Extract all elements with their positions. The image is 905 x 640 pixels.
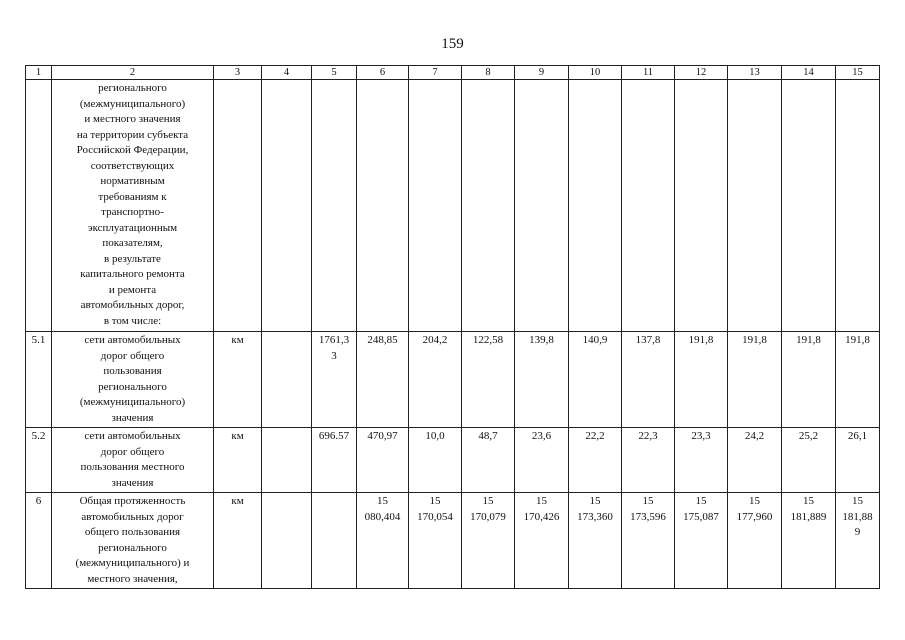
value-cell-9	[515, 80, 569, 332]
header-cell-10: 10	[569, 66, 622, 80]
indicator-name-cell: сети автомобильных дорог общего пользования регионального (межмуниципального) значения	[52, 332, 214, 428]
value-cell-13	[728, 80, 782, 332]
column-4-cell	[262, 80, 312, 332]
header-cell-15: 15	[836, 66, 880, 80]
value-cell-8	[462, 80, 515, 332]
value-cell-15: 15 181,88 9	[836, 493, 880, 589]
header-cell-9: 9	[515, 66, 569, 80]
header-cell-4: 4	[262, 66, 312, 80]
value-cell-6	[357, 80, 409, 332]
row-number-cell: 5.1	[26, 332, 52, 428]
indicator-name-cell: сети автомобильных дорог общего пользования местного значения	[52, 428, 214, 493]
header-row	[26, 66, 880, 80]
value-cell-11	[622, 80, 675, 332]
unit-cell: км	[214, 493, 262, 589]
unit-cell	[214, 80, 262, 332]
header-cell-8: 8	[462, 66, 515, 80]
value-cell-12: 191,8	[675, 332, 728, 428]
value-cell-9: 139,8	[515, 332, 569, 428]
value-cell-13: 191,8	[728, 332, 782, 428]
value-cell-14: 25,2	[782, 428, 836, 493]
value-cell-8: 122,58	[462, 332, 515, 428]
header-cell-13: 13	[728, 66, 782, 80]
header-cell-5: 5	[312, 66, 357, 80]
value-cell-6: 15 080,404	[357, 493, 409, 589]
value-cell-9: 23,6	[515, 428, 569, 493]
value-cell-11: 22,3	[622, 428, 675, 493]
value-cell-10: 140,9	[569, 332, 622, 428]
header-cell-11: 11	[622, 66, 675, 80]
value-cell-7: 15 170,054	[409, 493, 462, 589]
value-cell-10: 22,2	[569, 428, 622, 493]
row-number-cell: 5.2	[26, 428, 52, 493]
column-4-cell	[262, 493, 312, 589]
value-cell-15	[836, 80, 880, 332]
table-row	[26, 80, 880, 332]
table-row	[26, 332, 880, 428]
value-cell-5	[312, 493, 357, 589]
value-cell-8: 48,7	[462, 428, 515, 493]
row-number-cell	[26, 80, 52, 332]
value-cell-13: 24,2	[728, 428, 782, 493]
unit-cell: км	[214, 332, 262, 428]
header-cell-12: 12	[675, 66, 728, 80]
header-cell-3: 3	[214, 66, 262, 80]
page-number: 159	[441, 36, 464, 52]
value-cell-15: 191,8	[836, 332, 880, 428]
value-cell-10: 15 173,360	[569, 493, 622, 589]
column-4-cell	[262, 428, 312, 493]
unit-cell: км	[214, 428, 262, 493]
value-cell-7: 10,0	[409, 428, 462, 493]
header-cell-14: 14	[782, 66, 836, 80]
value-cell-13: 15 177,960	[728, 493, 782, 589]
table-body	[26, 66, 880, 589]
data-table	[25, 65, 880, 589]
value-cell-14: 191,8	[782, 332, 836, 428]
value-cell-12	[675, 80, 728, 332]
value-cell-9: 15 170,426	[515, 493, 569, 589]
value-cell-5: 696.57	[312, 428, 357, 493]
indicator-name-cell: Общая протяженность автомобильных дорог общего пользования регионального (межмуниципального) и местного значения,	[52, 493, 214, 589]
row-number-cell: 6	[26, 493, 52, 589]
header-cell-1: 1	[26, 66, 52, 80]
value-cell-5	[312, 80, 357, 332]
value-cell-10	[569, 80, 622, 332]
value-cell-6: 248,85	[357, 332, 409, 428]
value-cell-14	[782, 80, 836, 332]
table-row	[26, 428, 880, 493]
value-cell-15: 26,1	[836, 428, 880, 493]
value-cell-7: 204,2	[409, 332, 462, 428]
value-cell-14: 15 181,889	[782, 493, 836, 589]
value-cell-6: 470,97	[357, 428, 409, 493]
value-cell-7	[409, 80, 462, 332]
header-cell-7: 7	[409, 66, 462, 80]
value-cell-11: 137,8	[622, 332, 675, 428]
value-cell-12: 23,3	[675, 428, 728, 493]
header-cell-2: 2	[52, 66, 214, 80]
value-cell-5: 1761,3 3	[312, 332, 357, 428]
value-cell-11: 15 173,596	[622, 493, 675, 589]
header-cell-6: 6	[357, 66, 409, 80]
column-4-cell	[262, 332, 312, 428]
table-row	[26, 493, 880, 589]
indicator-name-cell: регионального (межмуниципального) и местного значения на территории субъекта Российской Федерации, соответствующих нормативным требованиям к транспортно- эксплуатационным показателям, в результате капитального ремонта и ремонта автомобильных дорог, в том числе:	[52, 80, 214, 332]
value-cell-8: 15 170,079	[462, 493, 515, 589]
value-cell-12: 15 175,087	[675, 493, 728, 589]
